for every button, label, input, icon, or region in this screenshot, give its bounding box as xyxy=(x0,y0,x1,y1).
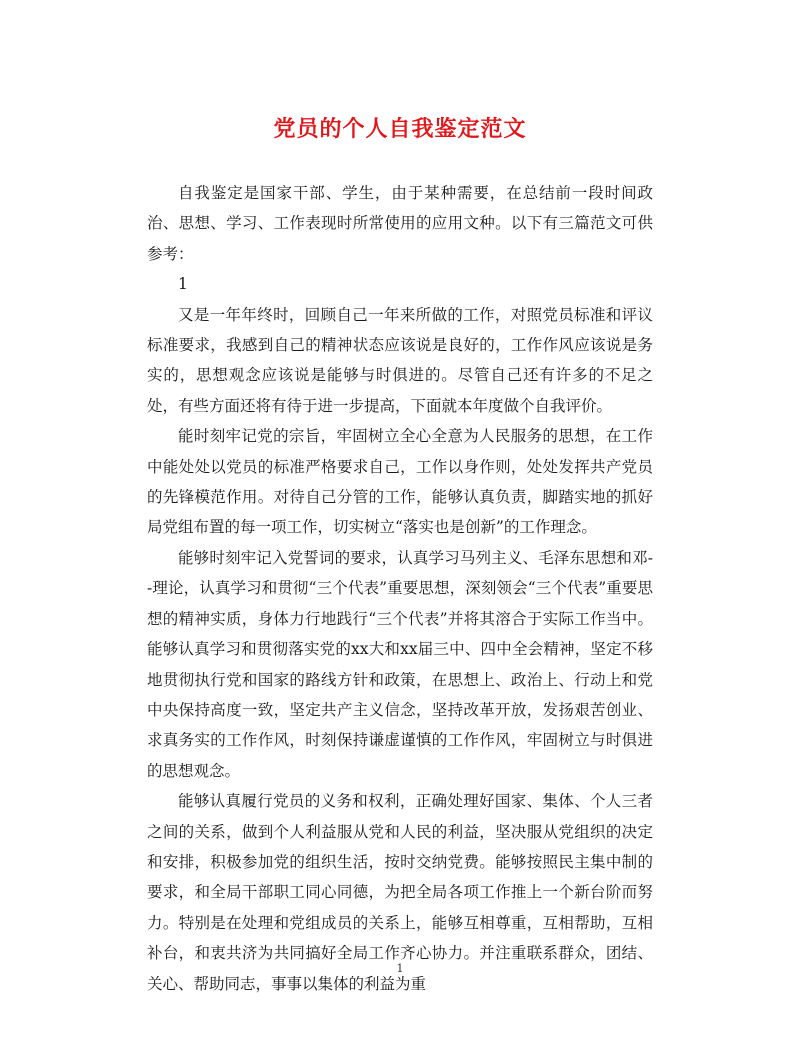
section-number: 1 xyxy=(178,275,188,294)
document-title: 党员的个人自我鉴定范文 xyxy=(273,117,527,142)
document-body xyxy=(147,178,653,999)
body-paragraph-3: 能够时刻牢记入党誓词的要求，认真学习马列主义、毛泽东思想和邓--理论，认真学习和贯彻“三个代表”重要思想，深刻领会“三个代表”重要思想的精神实质，身体力行地践行“三个代表”并将其溶合于实际工作当中。能够认真学习和贯彻落实党的xx大和xx届三中、四中全会精神，坚定不移地贯彻执行党和国家的路线方针和政策，在思想上、政治上、行动上和党中央保持高度一致，坚定共产主义信念，坚持改革开放，发扬艰苦创业、求真务实的工作作风，时刻保持谦虚谨慎的工作作风，牢固树立与时俱进的思想观念。 xyxy=(147,548,653,780)
body-paragraph-4: 能够认真履行党员的义务和权利，正确处理好国家、集体、个人三者之间的关系，做到个人利益服从党和人民的利益，坚决服从党组织的决定和安排，积极参加党的组织生活，按时交纳党费。能够按照民主集中制的要求，和全局干部职工同心同德，为把全局各项工作推上一个新台阶而努力。特别是在处理和党组成员的关系上，能够互相尊重，互相帮助，互相补台，和衷共济为共同搞好全局工作齐心协力。并注重联系群众，团结、关心、帮助同志，事事以集体的利益为重 xyxy=(147,792,653,993)
page-number: 1 xyxy=(396,962,404,975)
intro-paragraph: 自我鉴定是国家干部、学生，由于某种需要，在总结前一段时间政治、思想、学习、工作表现时所常使用的应用文种。以下有三篇范文可供参考： xyxy=(147,184,653,263)
body-paragraph-2: 能时刻牢记党的宗旨，牢固树立全心全意为人民服务的思想，在工作中能处处以党员的标准严格要求自己，工作以身作则，处处发挥共产党员的先锋模范作用。对待自己分管的工作，能够认真负责，脚踏实地的抓好局党组布置的每一项工作，切实树立“落实也是创新”的工作理念。 xyxy=(147,427,653,537)
body-paragraph-1: 又是一年年终时，回顾自己一年来所做的工作，对照党员标准和评议标准要求，我感到自己的精神状态应该说是良好的，工作作风应该说是务实的，思想观念应该说是能够与时俱进的。尽管自己还有许多的不足之处，有些方面还将有待于进一步提高，下面就本年度做个自我评价。 xyxy=(147,305,653,415)
